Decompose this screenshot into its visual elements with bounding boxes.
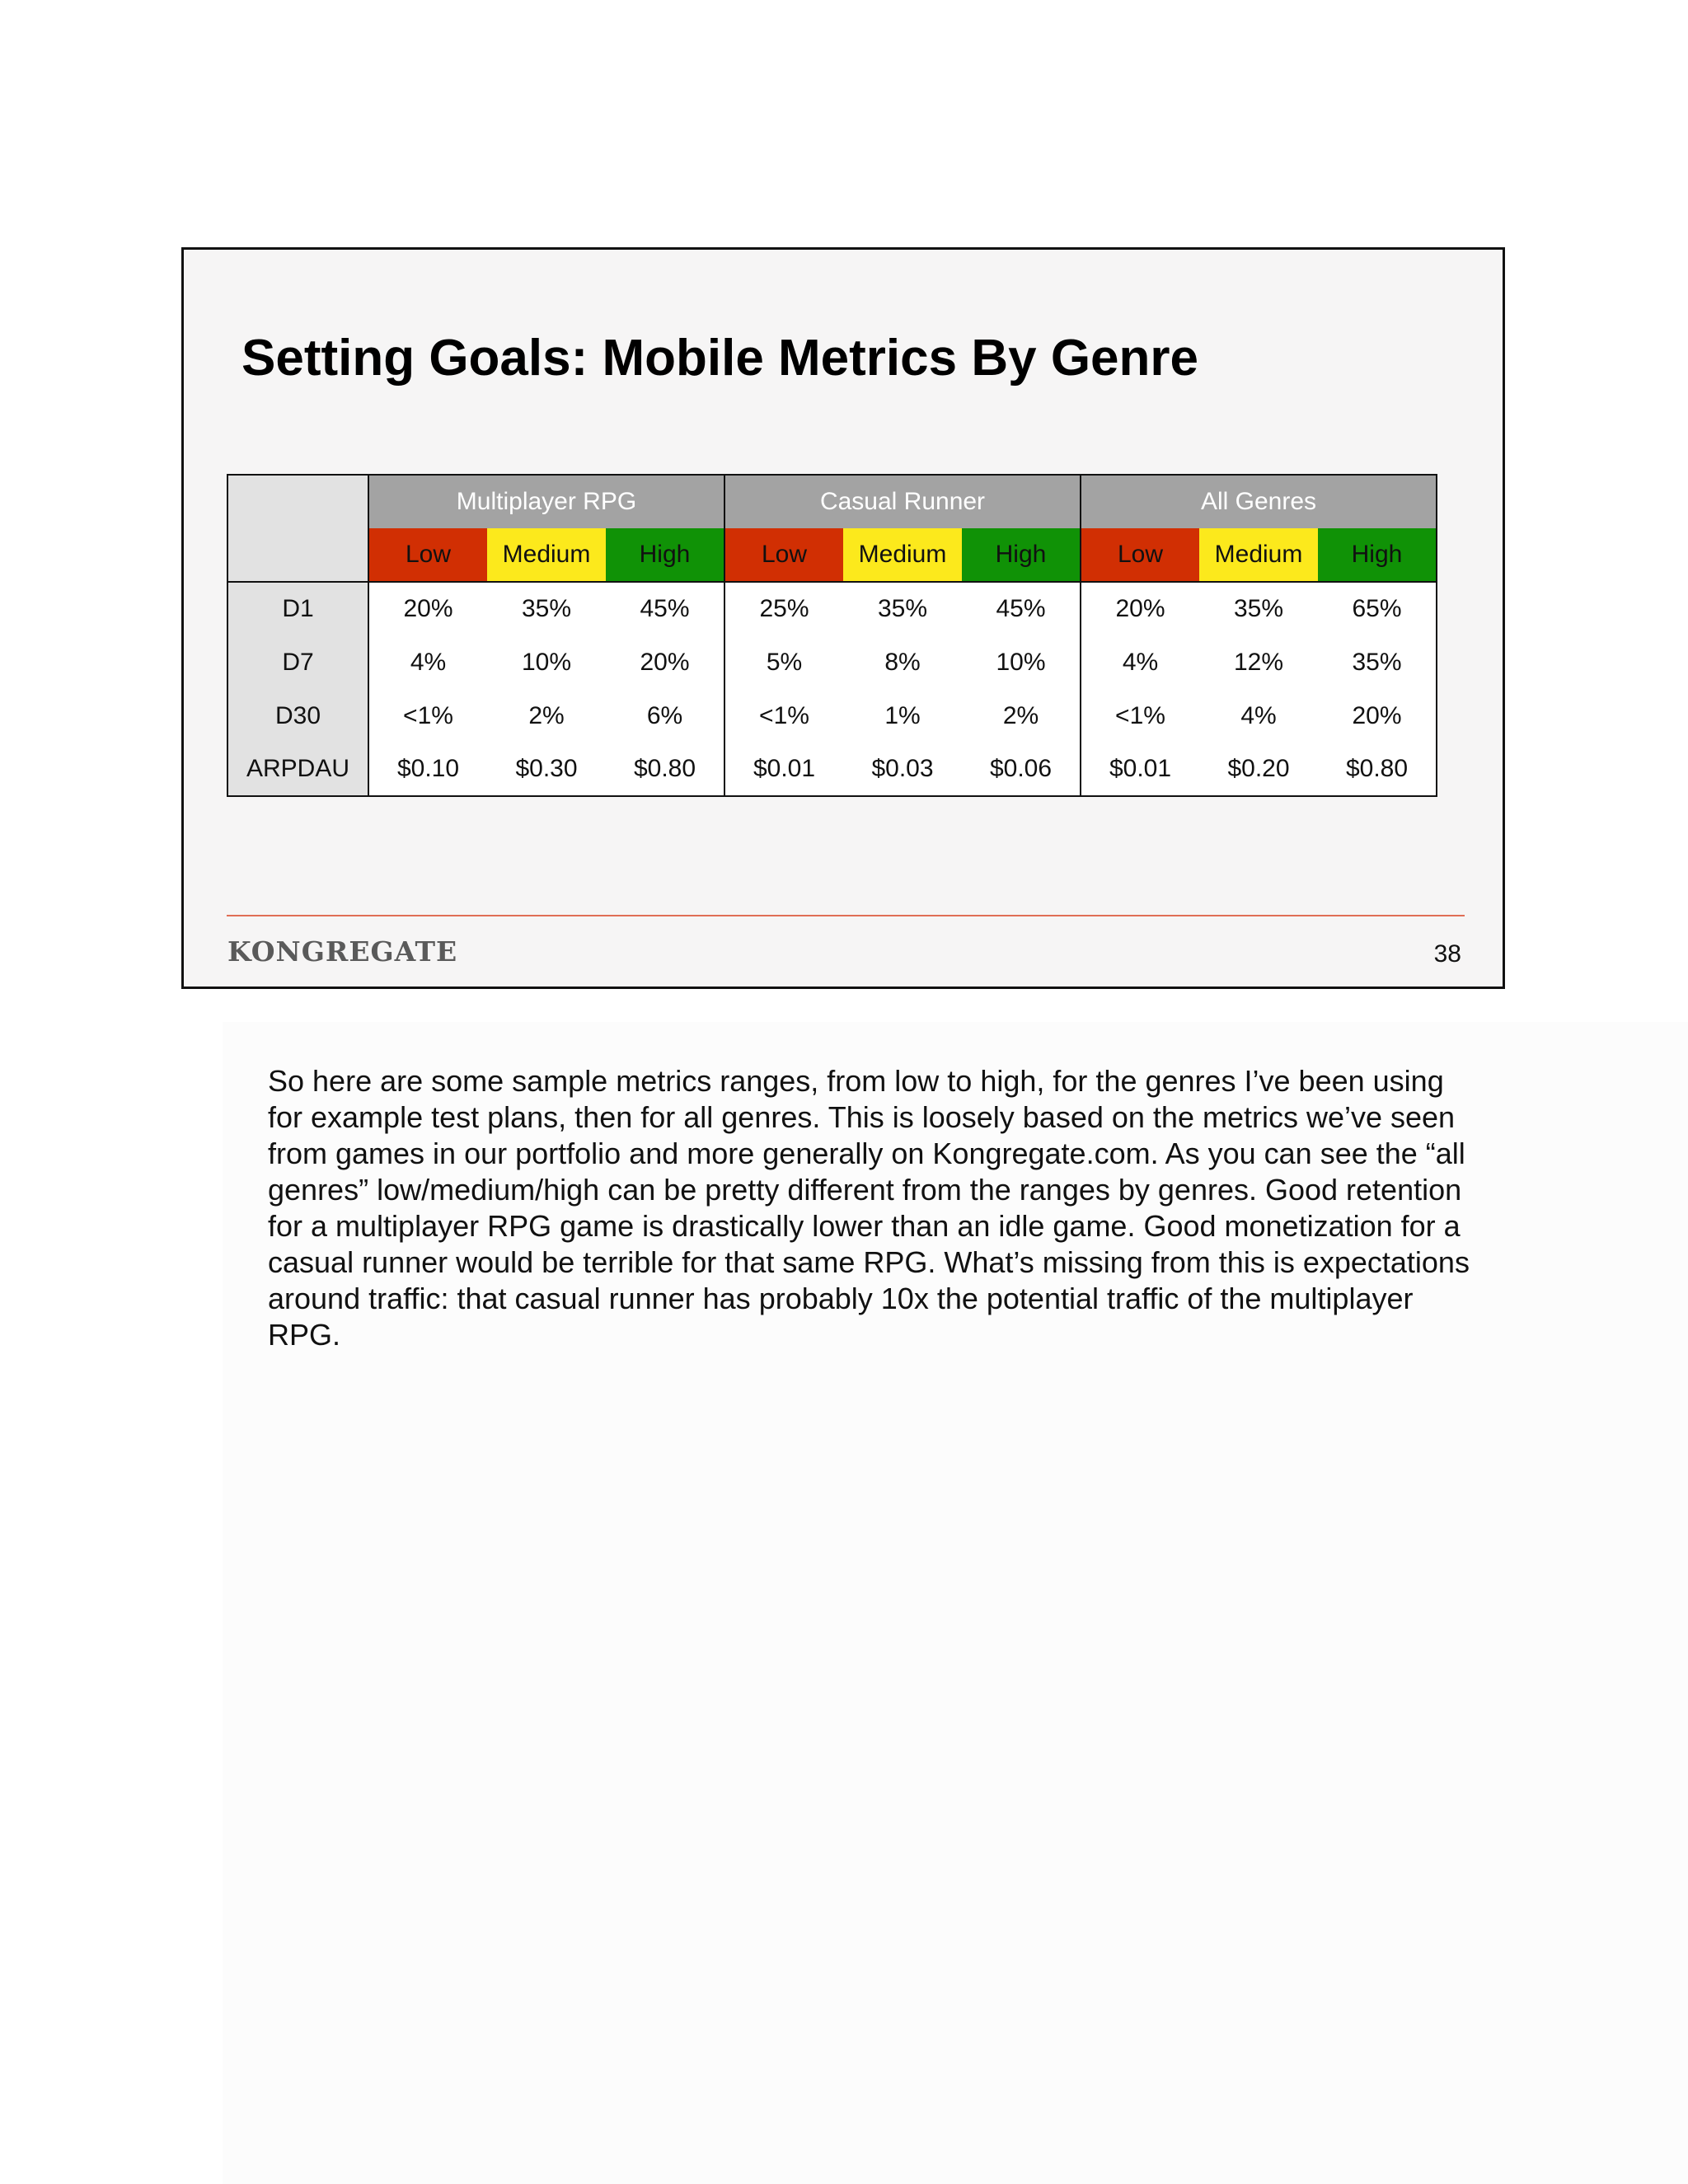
genre-header: Casual Runner — [724, 475, 1081, 528]
table-row — [227, 689, 1437, 743]
table-cell: 1% — [843, 689, 962, 743]
row-label: D7 — [227, 635, 368, 689]
page-number: 38 — [1433, 940, 1461, 968]
table-cell: 12% — [1199, 635, 1318, 689]
table-cell: 35% — [843, 582, 962, 635]
table-cell: 4% — [1199, 689, 1318, 743]
genre-header: All Genres — [1081, 475, 1437, 528]
table-cell: $0.20 — [1199, 743, 1318, 796]
corner-cell — [227, 475, 368, 582]
table-cell: $0.03 — [843, 743, 962, 796]
table-cell: 25% — [724, 582, 843, 635]
level-medium-header: Medium — [843, 528, 962, 582]
table-cell: $0.80 — [606, 743, 724, 796]
level-low-header: Low — [1081, 528, 1199, 582]
table-cell: <1% — [368, 689, 487, 743]
table-cell: $0.30 — [487, 743, 606, 796]
row-label: ARPDAU — [227, 743, 368, 796]
footer-divider — [227, 915, 1465, 916]
table-cell: 35% — [1199, 582, 1318, 635]
table-row — [227, 635, 1437, 689]
table-cell: 20% — [1081, 582, 1199, 635]
genre-header-row — [227, 475, 1437, 528]
table-cell: 2% — [962, 689, 1081, 743]
table-cell: 5% — [724, 635, 843, 689]
metrics-table — [227, 474, 1437, 797]
table-cell: 20% — [1318, 689, 1437, 743]
table-cell: 2% — [487, 689, 606, 743]
level-high-header: High — [606, 528, 724, 582]
level-high-header: High — [962, 528, 1081, 582]
table-cell: 20% — [606, 635, 724, 689]
row-label: D30 — [227, 689, 368, 743]
table-cell: 45% — [606, 582, 724, 635]
genre-header: Multiplayer RPG — [368, 475, 724, 528]
table-cell: 35% — [1318, 635, 1437, 689]
table-cell: <1% — [1081, 689, 1199, 743]
table-cell: 65% — [1318, 582, 1437, 635]
table-cell: 4% — [1081, 635, 1199, 689]
table-cell: 4% — [368, 635, 487, 689]
kongregate-logo: KONGREGATE — [227, 935, 458, 968]
table-cell: $0.01 — [724, 743, 843, 796]
level-high-header: High — [1318, 528, 1437, 582]
table-row — [227, 582, 1437, 635]
level-medium-header: Medium — [487, 528, 606, 582]
table-cell: 45% — [962, 582, 1081, 635]
level-low-header: Low — [724, 528, 843, 582]
level-medium-header: Medium — [1199, 528, 1318, 582]
table-row — [227, 743, 1437, 796]
table-cell: 8% — [843, 635, 962, 689]
row-label: D1 — [227, 582, 368, 635]
table-cell: 20% — [368, 582, 487, 635]
slide-title: Setting Goals: Mobile Metrics By Genre — [241, 330, 1199, 387]
table-cell: 10% — [487, 635, 606, 689]
table-cell: $0.01 — [1081, 743, 1199, 796]
table-cell: 6% — [606, 689, 724, 743]
table-cell: $0.06 — [962, 743, 1081, 796]
table-cell: $0.80 — [1318, 743, 1437, 796]
table-cell: 10% — [962, 635, 1081, 689]
speaker-notes: So here are some sample metrics ranges, from low to high, for the genres I’ve been using for example test plans, then for all genres. This is loosely based on the metrics we’ve seen from games in our portfolio and more generally on Kongregate.com. As you can see the “all genres” low/medium/high can be pretty different from the ranges by genres. Good retention for a multiplayer RPG game is drastically lower than an idle game. Good monetization for a casual runner would be terrible for that same RPG. What’s missing from this is expectations around traffic: that casual runner has probably 10x the potential traffic of the multiplayer RPG. — [268, 1064, 1470, 1352]
level-low-header: Low — [368, 528, 487, 582]
table-cell: $0.10 — [368, 743, 487, 796]
level-header-row — [227, 528, 1437, 582]
table-cell: 35% — [487, 582, 606, 635]
slide — [181, 247, 1505, 989]
table-cell: <1% — [724, 689, 843, 743]
